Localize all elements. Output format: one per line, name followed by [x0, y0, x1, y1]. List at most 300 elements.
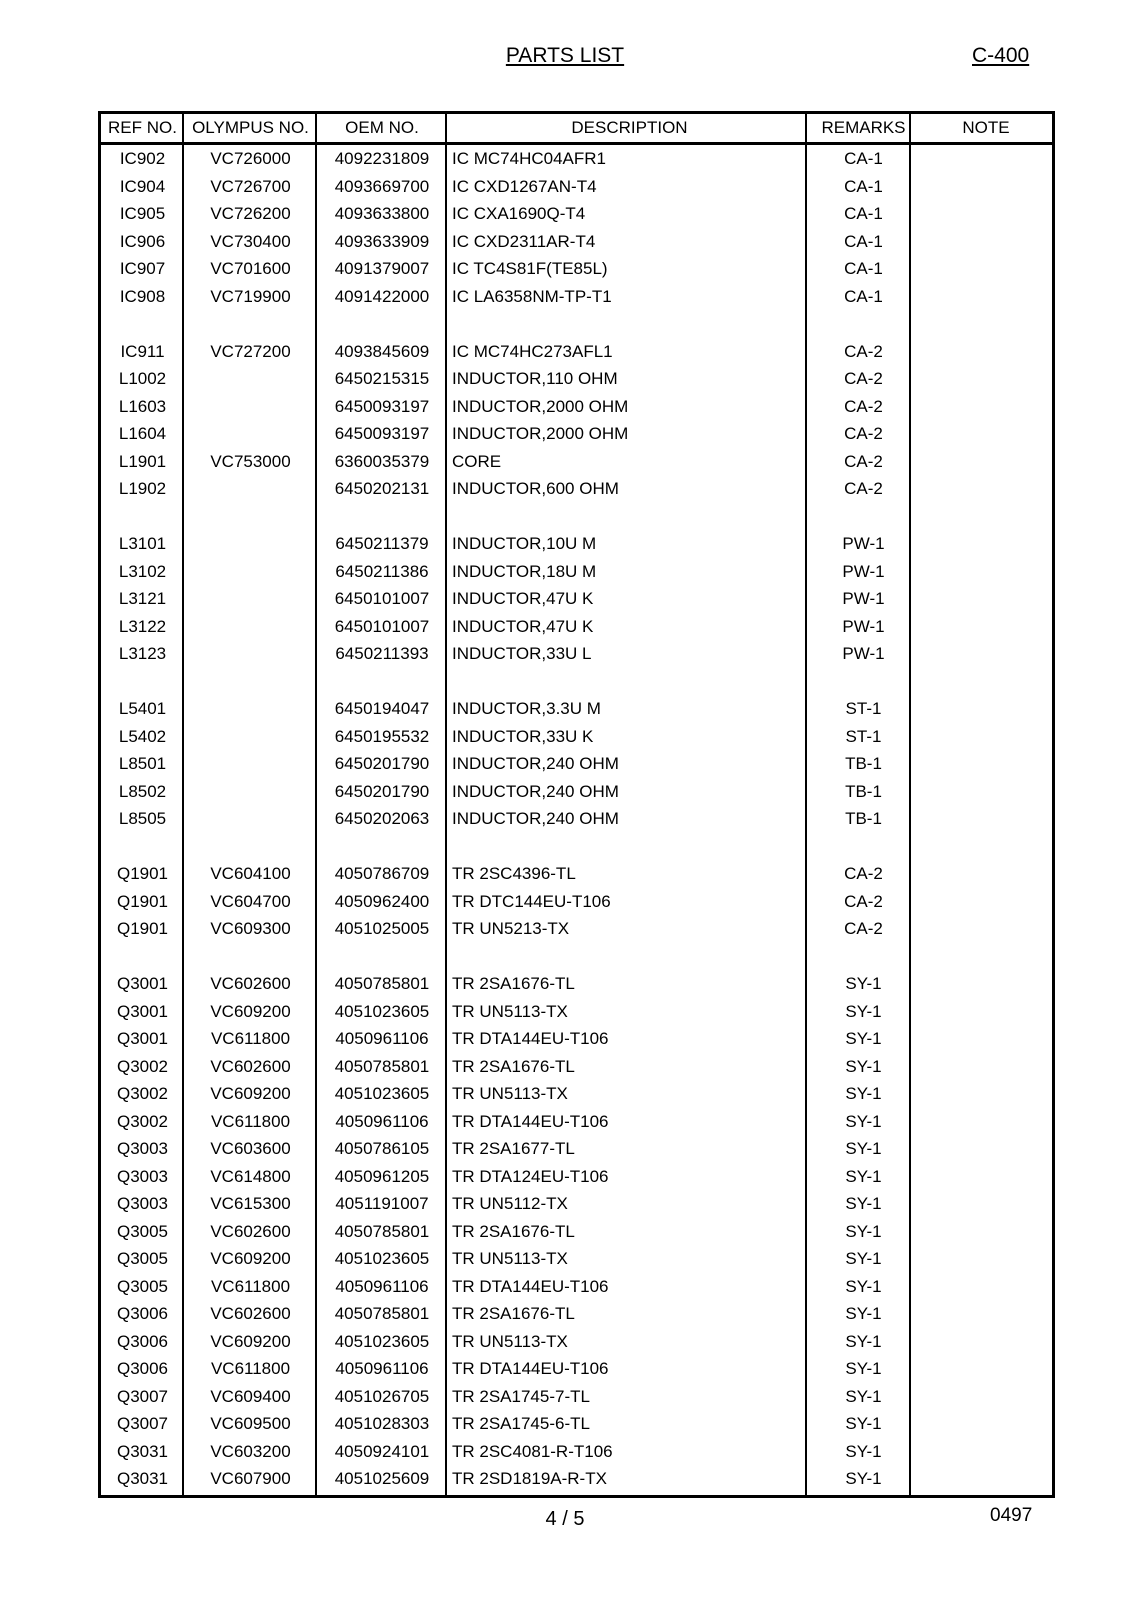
- cell-note: [920, 723, 1052, 751]
- table-row: [101, 530, 1052, 558]
- cell-remarks: PW-1: [842, 589, 885, 608]
- table-row: [101, 695, 1052, 723]
- cell-remarks: SY-1: [845, 1441, 882, 1461]
- cell-ref-no: L1604: [118, 424, 167, 443]
- cell-ref-no: L3121: [118, 589, 167, 608]
- cell-remarks: SY-1: [845, 1414, 882, 1433]
- cell-olympus-no: [184, 613, 317, 641]
- table-row: [101, 200, 1052, 228]
- cell-remarks: CA-2: [844, 451, 883, 471]
- cell-description: INDUCTOR,33U K: [452, 726, 594, 746]
- cell-ref-no: L5402: [118, 726, 167, 746]
- cell-oem-no: [317, 503, 447, 531]
- cell-remarks: TB-1: [845, 809, 882, 828]
- cell-description: IC CXD1267AN-T4: [452, 176, 597, 196]
- cell-ref-no: Q3006: [116, 1359, 169, 1378]
- cell-note: [920, 1410, 1052, 1438]
- cell-oem-no: 4051023605: [334, 1084, 430, 1103]
- table-row: [101, 1163, 1052, 1191]
- table-row: [101, 393, 1052, 421]
- cell-remarks: [807, 833, 920, 861]
- cell-oem-no: 6450195532: [334, 726, 430, 746]
- table-row: [101, 1080, 1052, 1108]
- cell-remarks: SY-1: [845, 1249, 882, 1268]
- cell-oem-no: 6450194047: [334, 699, 430, 718]
- cell-oem-no: [317, 668, 447, 696]
- cell-olympus-no: VC611800: [210, 1359, 291, 1378]
- cell-ref-no: L8501: [118, 754, 167, 773]
- cell-remarks: CA-2: [844, 479, 883, 498]
- table-row: [101, 723, 1052, 751]
- cell-description: TR UN5213-TX: [452, 919, 570, 938]
- cell-ref-no: Q3006: [116, 1331, 169, 1351]
- cell-olympus-no: VC602600: [210, 974, 291, 993]
- cell-olympus-no: VC609500: [210, 1414, 291, 1433]
- cell-oem-no: 4093669700: [334, 176, 430, 196]
- cell-remarks: SY-1: [845, 1194, 882, 1213]
- cell-description: INDUCTOR,3.3U M: [452, 699, 601, 718]
- cell-ref-no: IC905: [119, 204, 166, 223]
- cell-ref-no: [101, 668, 184, 696]
- cell-oem-no: 6450211379: [335, 534, 429, 553]
- cell-ref-no: L8502: [118, 781, 167, 801]
- cell-ref-no: IC906: [119, 231, 166, 251]
- cell-note: [920, 475, 1052, 503]
- cell-olympus-no: [184, 640, 317, 668]
- cell-olympus-no: VC603600: [210, 1139, 291, 1158]
- cell-olympus-no: [184, 393, 317, 421]
- table-row: [101, 1328, 1052, 1356]
- cell-ref-no: L1603: [118, 396, 167, 416]
- cell-ref-no: Q3001: [116, 1001, 169, 1021]
- cell-description: INDUCTOR,600 OHM: [452, 479, 619, 498]
- cell-note: [920, 1025, 1052, 1053]
- cell-remarks: SY-1: [845, 1139, 882, 1158]
- cell-note: [920, 1080, 1052, 1108]
- cell-description: INDUCTOR,18U M: [452, 561, 597, 581]
- table-row: [101, 1053, 1052, 1081]
- cell-olympus-no: VC609200: [210, 1249, 291, 1268]
- cell-oem-no: 6450201790: [334, 754, 430, 773]
- table-header: [101, 114, 1052, 145]
- cell-olympus-no: VC602600: [210, 1221, 291, 1241]
- cell-ref-no: Q3003: [116, 1166, 169, 1186]
- cell-description: INDUCTOR,240 OHM: [452, 754, 619, 773]
- cell-description: TR 2SA1676-TL: [452, 1304, 575, 1323]
- cell-remarks: SY-1: [845, 1001, 882, 1021]
- cell-note: [920, 1383, 1052, 1411]
- cell-olympus-no: [184, 833, 317, 861]
- cell-ref-no: Q3001: [116, 1029, 169, 1048]
- cell-olympus-no: VC611800: [210, 1029, 291, 1048]
- cell-remarks: SY-1: [845, 1276, 882, 1296]
- cell-description: IC MC74HC04AFR1: [452, 149, 606, 168]
- cell-ref-no: L3101: [118, 534, 167, 553]
- cell-ref-no: Q3007: [116, 1386, 169, 1406]
- cell-olympus-no: [184, 420, 317, 448]
- cell-remarks: CA-2: [844, 341, 883, 361]
- cell-ref-no: L1002: [118, 369, 167, 388]
- table-row: [101, 915, 1052, 943]
- cell-remarks: SY-1: [845, 1331, 882, 1351]
- cell-note: [920, 1438, 1052, 1466]
- table-row: [101, 365, 1052, 393]
- table-row: [101, 503, 1052, 531]
- cell-oem-no: 4051191007: [335, 1194, 429, 1213]
- table-row: [101, 448, 1052, 476]
- cell-remarks: SY-1: [845, 1111, 882, 1131]
- cell-remarks: SY-1: [845, 1386, 882, 1406]
- table-row: [101, 1410, 1052, 1438]
- cell-remarks: CA-1: [844, 286, 883, 306]
- cell-oem-no: 4050786709: [334, 864, 430, 883]
- cell-remarks: CA-2: [844, 369, 883, 388]
- cell-remarks: SY-1: [845, 1469, 882, 1488]
- cell-remarks: CA-2: [844, 919, 883, 938]
- cell-note: [920, 1465, 1052, 1493]
- header-ref-no: REF NO.: [108, 118, 177, 137]
- cell-description: INDUCTOR,2000 OHM: [452, 396, 629, 416]
- cell-oem-no: 4051026705: [334, 1386, 430, 1406]
- cell-olympus-no: VC609200: [210, 1001, 291, 1021]
- cell-olympus-no: [184, 943, 317, 971]
- cell-description: TR 2SC4081-R-T106: [452, 1441, 613, 1461]
- cell-note: [920, 1108, 1052, 1136]
- cell-remarks: [807, 943, 920, 971]
- table-row: [101, 475, 1052, 503]
- cell-note: [920, 888, 1052, 916]
- table-row: [101, 283, 1052, 311]
- model-code: C-400: [972, 44, 1030, 67]
- cell-description: TR UN5112-TX: [452, 1194, 568, 1213]
- cell-remarks: [807, 503, 920, 531]
- document-code: 0497: [990, 1505, 1033, 1526]
- cell-ref-no: L3122: [118, 616, 167, 636]
- cell-ref-no: L3123: [118, 644, 167, 663]
- cell-oem-no: 4051023605: [334, 1249, 430, 1268]
- cell-description: CORE: [452, 451, 502, 471]
- cell-remarks: CA-1: [844, 231, 883, 251]
- table-row: [101, 1135, 1052, 1163]
- table-row: [101, 585, 1052, 613]
- cell-note: [920, 998, 1052, 1026]
- cell-olympus-no: [184, 805, 317, 833]
- cell-note: [920, 1300, 1052, 1328]
- cell-description: TR 2SA1745-6-TL: [452, 1414, 590, 1433]
- cell-description: IC MC74HC273AFL1: [452, 341, 613, 361]
- cell-olympus-no: VC730400: [210, 231, 291, 251]
- cell-olympus-no: [184, 668, 317, 696]
- cell-ref-no: Q3005: [116, 1221, 169, 1241]
- cell-oem-no: 4091422000: [334, 286, 430, 306]
- cell-olympus-no: [184, 365, 317, 393]
- cell-olympus-no: VC611800: [210, 1111, 291, 1131]
- cell-description: TR 2SA1677-TL: [452, 1139, 575, 1158]
- cell-description: [452, 310, 807, 338]
- cell-olympus-no: VC604700: [210, 891, 291, 911]
- cell-ref-no: L3102: [118, 561, 167, 581]
- cell-remarks: CA-2: [844, 424, 883, 443]
- cell-olympus-no: [184, 530, 317, 558]
- table-row: [101, 145, 1052, 173]
- cell-note: [920, 200, 1052, 228]
- cell-note: [920, 1163, 1052, 1191]
- cell-ref-no: Q3031: [116, 1441, 169, 1461]
- cell-remarks: [807, 310, 920, 338]
- cell-olympus-no: VC609400: [210, 1386, 291, 1406]
- cell-note: [920, 1273, 1052, 1301]
- cell-note: [920, 1245, 1052, 1273]
- cell-description: TR DTA144EU-T106: [452, 1029, 609, 1048]
- table-row: [101, 668, 1052, 696]
- cell-oem-no: 4050785801: [334, 1056, 430, 1076]
- cell-description: IC CXA1690Q-T4: [452, 204, 586, 223]
- cell-olympus-no: [184, 778, 317, 806]
- cell-remarks: SY-1: [845, 974, 882, 993]
- cell-olympus-no: [184, 503, 317, 531]
- cell-remarks: PW-1: [842, 561, 885, 581]
- cell-description: IC TC4S81F(TE85L): [452, 259, 608, 278]
- cell-note: [920, 668, 1052, 696]
- cell-ref-no: Q3002: [116, 1056, 169, 1076]
- cell-oem-no: [317, 943, 447, 971]
- cell-remarks: ST-1: [845, 726, 882, 746]
- cell-olympus-no: VC611800: [210, 1276, 291, 1296]
- cell-oem-no: 6450202063: [334, 809, 430, 828]
- cell-note: [920, 970, 1052, 998]
- table-row: [101, 640, 1052, 668]
- cell-olympus-no: VC609200: [210, 1084, 291, 1103]
- cell-ref-no: Q1901: [116, 864, 169, 883]
- cell-ref-no: Q3007: [116, 1414, 169, 1433]
- table-row: [101, 833, 1052, 861]
- cell-note: [920, 393, 1052, 421]
- cell-oem-no: 4050924101: [334, 1441, 430, 1461]
- cell-note: [920, 1218, 1052, 1246]
- cell-oem-no: 4050962400: [334, 891, 430, 911]
- header-note: NOTE: [962, 118, 1010, 137]
- header-description: DESCRIPTION: [571, 118, 688, 137]
- cell-olympus-no: VC603200: [210, 1441, 291, 1461]
- cell-remarks: CA-1: [844, 204, 883, 223]
- cell-note: [920, 255, 1052, 283]
- cell-olympus-no: VC602600: [210, 1304, 291, 1323]
- cell-remarks: SY-1: [845, 1084, 882, 1103]
- header-remarks: REMARKS: [821, 118, 906, 137]
- cell-oem-no: 4092231809: [334, 149, 430, 168]
- cell-remarks: CA-2: [844, 891, 883, 911]
- cell-oem-no: 6360035379: [334, 451, 430, 471]
- cell-oem-no: 4051025609: [334, 1469, 430, 1488]
- cell-note: [920, 145, 1052, 173]
- cell-ref-no: L5401: [118, 699, 167, 718]
- cell-note: [920, 778, 1052, 806]
- cell-description: TR UN5113-TX: [452, 1331, 568, 1351]
- cell-olympus-no: VC615300: [210, 1194, 291, 1213]
- cell-oem-no: 4050785801: [334, 1221, 430, 1241]
- cell-ref-no: Q3003: [116, 1194, 169, 1213]
- cell-note: [920, 695, 1052, 723]
- cell-ref-no: Q3003: [116, 1139, 169, 1158]
- cell-description: INDUCTOR,2000 OHM: [452, 424, 629, 443]
- cell-note: [920, 503, 1052, 531]
- cell-note: [920, 943, 1052, 971]
- cell-ref-no: Q3005: [116, 1276, 169, 1296]
- cell-oem-no: 6450093197: [334, 396, 430, 416]
- cell-description: IC CXD2311AR-T4: [452, 231, 596, 251]
- cell-oem-no: 4050785801: [334, 974, 430, 993]
- cell-note: [920, 1190, 1052, 1218]
- cell-ref-no: [101, 943, 184, 971]
- table-row: [101, 778, 1052, 806]
- cell-olympus-no: VC607900: [210, 1469, 291, 1488]
- cell-olympus-no: [184, 695, 317, 723]
- cell-note: [920, 228, 1052, 256]
- cell-description: TR DTA144EU-T106: [452, 1111, 609, 1131]
- cell-description: IC LA6358NM-TP-T1: [452, 286, 612, 306]
- cell-description: INDUCTOR,47U K: [452, 589, 594, 608]
- table-row: [101, 228, 1052, 256]
- table-row: [101, 613, 1052, 641]
- cell-note: [920, 860, 1052, 888]
- table-row: [101, 1438, 1052, 1466]
- cell-note: [920, 1053, 1052, 1081]
- cell-description: [452, 503, 807, 531]
- table-row: [101, 943, 1052, 971]
- header-olympus-no: OLYMPUS NO.: [192, 118, 309, 137]
- cell-description: INDUCTOR,110 OHM: [452, 369, 618, 388]
- cell-oem-no: 4051028303: [334, 1414, 430, 1433]
- cell-olympus-no: VC701600: [210, 259, 291, 278]
- cell-oem-no: 6450211386: [335, 561, 429, 581]
- cell-olympus-no: VC602600: [210, 1056, 291, 1076]
- cell-remarks: ST-1: [845, 699, 882, 718]
- cell-note: [920, 173, 1052, 201]
- table-row: [101, 1218, 1052, 1246]
- table-row: [101, 1300, 1052, 1328]
- cell-oem-no: 6450215315: [334, 369, 430, 388]
- cell-description: TR 2SA1676-TL: [452, 974, 575, 993]
- cell-note: [920, 530, 1052, 558]
- cell-remarks: PW-1: [842, 534, 885, 553]
- cell-oem-no: 6450101007: [334, 616, 430, 636]
- cell-description: TR DTC144EU-T106: [452, 891, 611, 911]
- cell-olympus-no: VC727200: [210, 341, 291, 361]
- table-row: [101, 998, 1052, 1026]
- table-row: [101, 888, 1052, 916]
- table-row: [101, 255, 1052, 283]
- cell-remarks: SY-1: [845, 1304, 882, 1323]
- cell-note: [920, 1355, 1052, 1383]
- table-row: [101, 750, 1052, 778]
- cell-olympus-no: [184, 750, 317, 778]
- cell-remarks: SY-1: [845, 1221, 882, 1241]
- cell-oem-no: 4050961106: [335, 1111, 429, 1131]
- table-row: [101, 805, 1052, 833]
- cell-oem-no: 4051023605: [334, 1001, 430, 1021]
- cell-ref-no: IC911: [120, 341, 165, 361]
- cell-description: INDUCTOR,240 OHM: [452, 809, 619, 828]
- cell-description: INDUCTOR,47U K: [452, 616, 594, 636]
- cell-ref-no: IC904: [119, 176, 166, 196]
- cell-note: [920, 750, 1052, 778]
- cell-description: [452, 668, 807, 696]
- cell-ref-no: Q1901: [116, 891, 169, 911]
- cell-ref-no: Q3002: [116, 1111, 169, 1131]
- cell-remarks: CA-2: [844, 864, 883, 883]
- cell-olympus-no: VC726000: [210, 149, 291, 168]
- cell-olympus-no: [184, 723, 317, 751]
- cell-remarks: [807, 668, 920, 696]
- cell-remarks: TB-1: [845, 754, 882, 773]
- cell-olympus-no: [184, 310, 317, 338]
- table-row: [101, 338, 1052, 366]
- table-row: [101, 1465, 1052, 1493]
- table-row: [101, 1273, 1052, 1301]
- cell-note: [920, 613, 1052, 641]
- page-number: 4 / 5: [545, 1508, 585, 1530]
- cell-olympus-no: VC609200: [210, 1331, 291, 1351]
- cell-olympus-no: VC609300: [210, 919, 291, 938]
- cell-oem-no: 4050961205: [334, 1166, 430, 1186]
- cell-description: TR DTA124EU-T106: [452, 1166, 609, 1186]
- cell-oem-no: 4051023605: [334, 1331, 430, 1351]
- cell-note: [920, 833, 1052, 861]
- table-row: [101, 173, 1052, 201]
- cell-oem-no: 4050961106: [335, 1029, 429, 1048]
- table-row: [101, 1383, 1052, 1411]
- cell-description: TR 2SC4396-TL: [452, 864, 576, 883]
- cell-note: [920, 805, 1052, 833]
- cell-description: TR 2SA1676-TL: [452, 1056, 575, 1076]
- cell-oem-no: 4050961106: [335, 1276, 429, 1296]
- cell-remarks: CA-1: [844, 176, 883, 196]
- cell-note: [920, 448, 1052, 476]
- cell-ref-no: Q3031: [116, 1469, 169, 1488]
- cell-note: [920, 365, 1052, 393]
- cell-ref-no: [101, 503, 184, 531]
- cell-oem-no: 6450202131: [334, 479, 430, 498]
- cell-oem-no: 4051025005: [334, 919, 430, 938]
- cell-remarks: PW-1: [842, 616, 885, 636]
- cell-note: [920, 585, 1052, 613]
- cell-note: [920, 310, 1052, 338]
- cell-olympus-no: [184, 558, 317, 586]
- cell-ref-no: L1902: [118, 479, 167, 498]
- cell-note: [920, 420, 1052, 448]
- table-row: [101, 1190, 1052, 1218]
- cell-description: [452, 833, 807, 861]
- cell-ref-no: IC908: [119, 286, 166, 306]
- cell-remarks: SY-1: [845, 1166, 882, 1186]
- cell-ref-no: Q1901: [116, 919, 169, 938]
- cell-remarks: CA-1: [844, 259, 883, 278]
- table-row: [101, 1245, 1052, 1273]
- table-row: [101, 310, 1052, 338]
- table-row: [101, 970, 1052, 998]
- cell-ref-no: IC902: [119, 149, 166, 168]
- cell-oem-no: 4093845609: [334, 341, 430, 361]
- table-row: [101, 558, 1052, 586]
- cell-oem-no: 4050785801: [334, 1304, 430, 1323]
- cell-note: [920, 1135, 1052, 1163]
- cell-olympus-no: VC614800: [210, 1166, 291, 1186]
- cell-oem-no: 6450101007: [334, 589, 430, 608]
- cell-olympus-no: VC726200: [210, 204, 291, 223]
- table-row: [101, 860, 1052, 888]
- cell-description: TR UN5113-TX: [452, 1249, 568, 1268]
- cell-ref-no: L1901: [118, 451, 167, 471]
